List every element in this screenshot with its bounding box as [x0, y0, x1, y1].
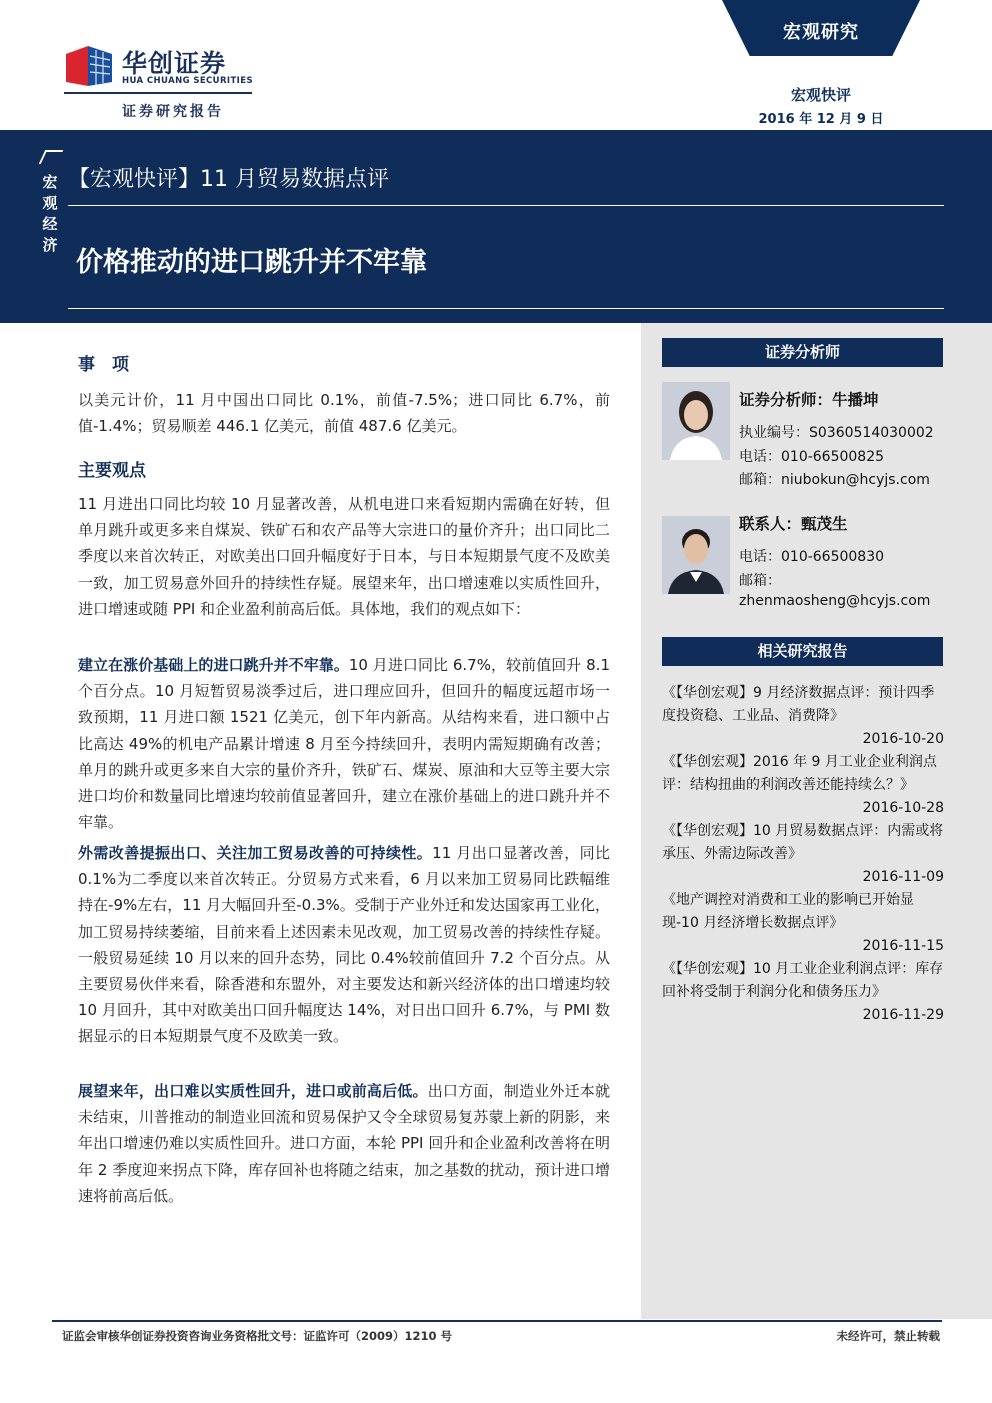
section-heading-event: 事 项: [78, 355, 129, 375]
analyst-photo-2: [662, 516, 730, 594]
related-report-date: 2016-11-15: [862, 938, 944, 954]
related-report-item[interactable]: [662, 958, 944, 1027]
related-report-item[interactable]: [662, 751, 944, 820]
banner-divider-bottom: [68, 308, 944, 309]
related-report-item[interactable]: [662, 820, 944, 889]
report-date: 2016 年 12 月 9 日: [758, 112, 884, 127]
related-report-item[interactable]: [662, 889, 944, 958]
related-report-item[interactable]: [662, 682, 944, 751]
point-1-lead: 建立在涨价基础上的进口跳升并不牢靠。: [78, 656, 349, 674]
related-report-date: 2016-11-09: [862, 869, 944, 885]
analyst-2-email[interactable]: zhenmaosheng@hcyjs.com: [739, 593, 931, 609]
related-report-title[interactable]: 《【华创宏观】10 月贸易数据点评：内需或将承压、外需边际改善》: [662, 823, 944, 862]
title-banner: [0, 130, 992, 323]
analyst-1-id: 执业编号：S0360514030002: [739, 425, 934, 441]
point-3-text: 出口方面，制造业外迁本就未结束，川普推动的制造业回流和贸易保护又令全球贸易复苏蒙上新的阴影，来年出口增速仍难以实质性回升。进口方面，本轮 PPI 回升和企业盈利改善将在明年 2 季度迎来拐点下降，库存回补也将随之结束，加之基数的扰动，预计进口增速将前高后低。: [78, 1082, 610, 1205]
point-1-text: 10 月进口同比 6.7%，较前值回升 8.1 个百分点。10 月短暂贸易淡季过后，进口理应回升，但回升的幅度远超市场一致预期，11 月进口额 1521 亿美元，创下年内新高。从结构来看，进口额中占比高达 49%的机电产品累计增速 8 月至今持续回升，表明内需短期确有改善；单月的跳升或更多来自大宗的量价齐升，铁矿石、煤炭、原油和大豆等主要大宗进口均价和数量同比增速均较前值显著回升，建立在涨价基础上的进口跳升并不牢靠。: [78, 656, 610, 832]
brand-name-en: HUA CHUANG SECURITIES: [122, 76, 253, 86]
analyst-2-name: 联系人：甄茂生: [739, 515, 848, 533]
intro-paragraph: 11 月进出口同比均较 10 月显著改善，从机电进口来看短期内需确在好转，但单月跳升或更多来自煤炭、铁矿石和农产品等大宗进口的量价齐升；出口同比二季度以来首次转正，对欧美出口回升幅度好于日本，与日本短期景气度不及欧美一致，加工贸易意外回升的持续性存疑。展望来年，出口增速难以实质性回升，进口增速或随 PPI 和企业盈利前高后低。具体地，我们的观点如下：: [78, 495, 610, 618]
brand-subtitle: 证券研究报告: [122, 104, 224, 120]
related-report-date: 2016-10-20: [862, 731, 944, 747]
footer-divider: [52, 1320, 942, 1322]
related-reports-header: 相关研究报告: [662, 637, 943, 666]
related-report-title[interactable]: 《地产调控对消费和工业的影响已开始显现-10 月经济增长数据点评》: [662, 892, 914, 931]
report-title: 价格推动的进口跳升并不牢靠: [76, 247, 427, 278]
point-3-lead: 展望来年，出口难以实质性回升，进口或前高后低。: [78, 1082, 428, 1100]
analyst-1-phone: 电话：010-66500825: [739, 449, 885, 465]
related-report-title[interactable]: 《【华创宏观】2016 年 9 月工业企业利润点评：结构扭曲的利润改善还能持续么？》: [662, 754, 937, 793]
related-report-title[interactable]: 《【华创宏观】9 月经济数据点评：预计四季度投资稳、工业品、消费降》: [662, 685, 935, 724]
brand-name-cn: 华创证券: [122, 49, 227, 78]
analyst-section-header: 证券分析师: [662, 338, 943, 367]
event-paragraph: 以美元计价，11 月中国出口同比 0.1%，前值-7.5%；进口同比 6.7%，前值-1.4%；贸易顺差 446.1 亿美元，前值 487.6 亿美元。: [78, 391, 610, 436]
related-report-title[interactable]: 《【华创宏观】10 月工业企业利润点评：库存回补将受制于利润分化和债务压力》: [662, 961, 944, 1000]
company-logo-icon: [66, 42, 114, 90]
section-heading-views: 主要观点: [78, 461, 146, 481]
vertical-category-tag: 宏观经济: [42, 173, 58, 254]
analyst-1-email[interactable]: 邮箱：niubokun@hcyjs.com: [739, 472, 930, 488]
point-paragraph-2: [78, 840, 610, 1050]
analyst-photo-1: [662, 382, 730, 460]
analyst-2-email-label: 邮箱：: [739, 573, 781, 589]
report-subtitle: 【宏观快评】11 月贸易数据点评: [68, 167, 389, 192]
analyst-2-phone: 电话：010-66500830: [739, 549, 885, 565]
point-2-lead: 外需改善提振出口、关注加工贸易改善的可持续性。: [78, 844, 433, 862]
point-paragraph-1: [78, 652, 610, 835]
related-report-date: 2016-10-28: [862, 800, 944, 816]
point-2-text: 11 月出口显著改善，同比 0.1%为二季度以来首次转正。分贸易方式来看，6 月以来加工贸易同比跌幅维持在-9%左右，11 月大幅回升至-0.3%。受制于产业外迁和发达国家再工业化，加工贸易持续萎缩，目前来看上述因素未见改观，加工贸易改善的持续性存疑。一般贸易延续 10 月以来的回升态势，同比 0.4%较前值回升 7.2 个百分点。从主要贸易伙伴来看，除香港和东盟外，对主要发达和新兴经济体的出口增速均较 10 月回升，其中对欧美出口回升幅度达 14%，对日出口回升 6.7%，与 PMI 数据显示的日本短期景气度不及欧美一致。: [78, 844, 610, 1046]
corner-tab-label: 宏观研究: [783, 22, 859, 43]
related-report-date: 2016-11-29: [862, 1007, 944, 1023]
banner-divider-top: [68, 205, 944, 206]
header-divider: [64, 92, 252, 94]
point-paragraph-3: [78, 1078, 610, 1209]
footer-copyright: 未经许可，禁止转载: [836, 1329, 940, 1343]
related-reports-list: [662, 682, 944, 1027]
report-type: 宏观快评: [790, 86, 851, 104]
footer-license: 证监会审核华创证券投资咨询业务资格批文号：证监许可（2009）1210 号: [62, 1329, 453, 1343]
analyst-1-name: 证券分析师：牛播坤: [739, 391, 879, 409]
